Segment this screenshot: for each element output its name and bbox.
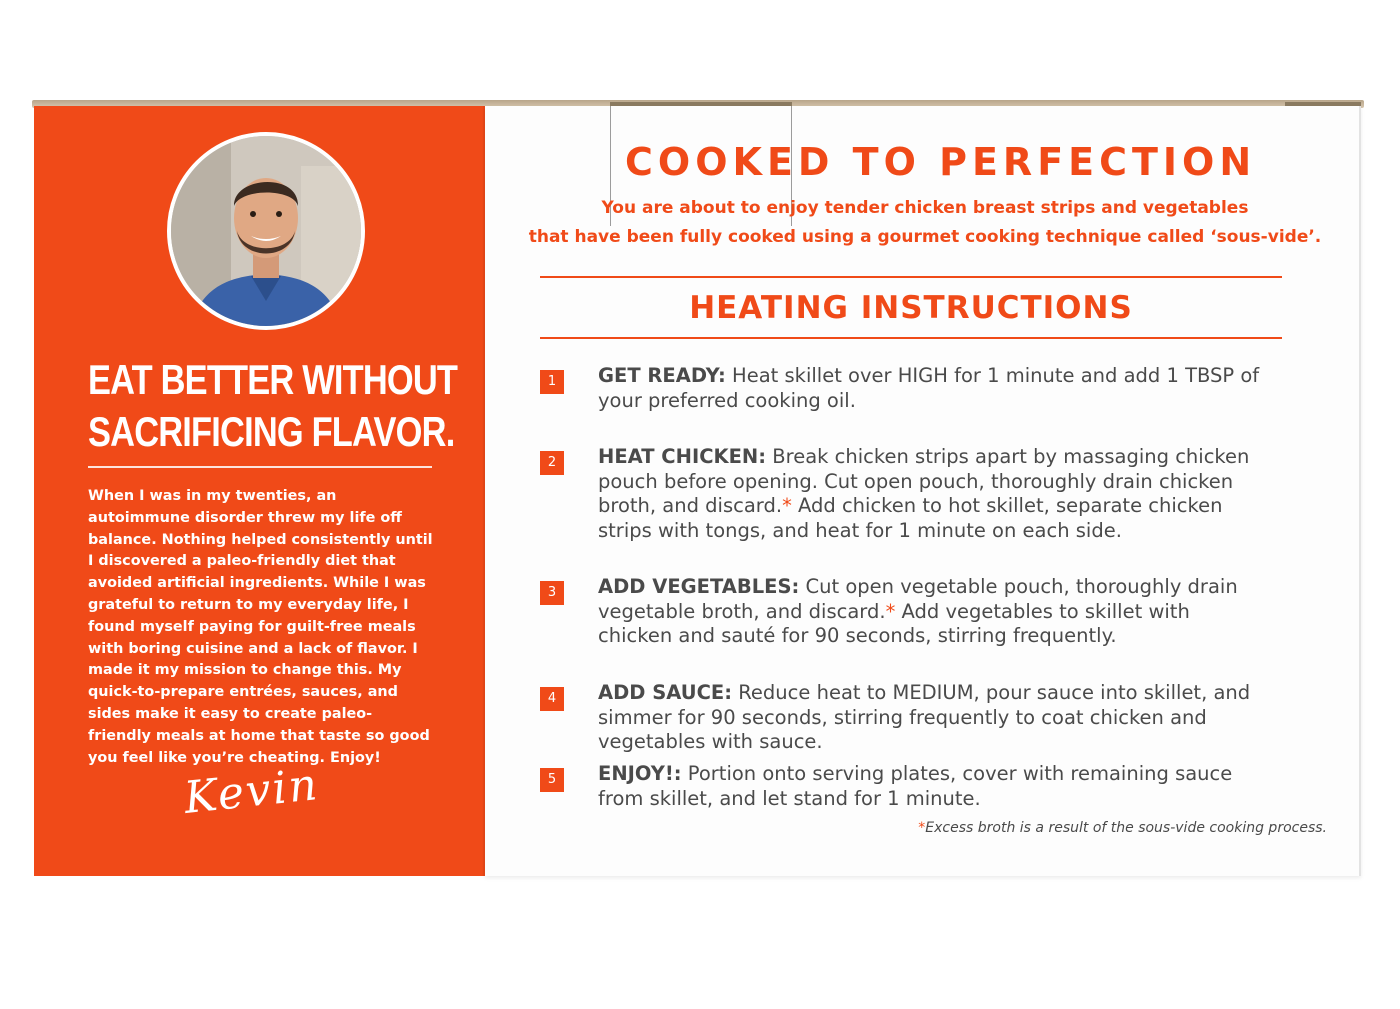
step-body: Cut open vegetable pouch, thoroughly drain vegetable broth, and discard. — [598, 575, 1238, 623]
step-2 — [540, 445, 1260, 555]
founder-avatar — [167, 132, 365, 330]
divider-bottom — [540, 337, 1282, 339]
step-3 — [540, 575, 1260, 655]
step-5 — [540, 762, 1260, 822]
founder-panel — [34, 106, 485, 876]
step-1 — [540, 364, 1260, 424]
headline-line-2: SACRIFICING FLAVOR. — [88, 408, 455, 455]
step-body: Break chicken strips apart by massaging chicken pouch before opening. Cut open pouch, thoroughly drain chicken broth, and discard. — [598, 445, 1250, 517]
divider-top — [540, 276, 1282, 278]
footnote-star: * — [782, 494, 792, 517]
step-text — [598, 575, 1270, 649]
instructions-panel — [485, 106, 1361, 876]
step-label: HEAT CHICKEN: — [598, 445, 767, 468]
step-number: 3 — [540, 581, 564, 605]
founder-signature: Kevin — [181, 759, 322, 824]
footnote-star: * — [885, 599, 896, 623]
step-body-continued: Add chicken to hot skillet, separate chicken strips with tongs, and heat for 1 minute on each side. — [598, 494, 1223, 542]
flap-cut — [1285, 102, 1361, 106]
step-label: GET READY: — [598, 364, 726, 387]
step-text — [598, 762, 1270, 811]
step-body: Reduce heat to MEDIUM, pour sauce into skillet, and simmer for 90 seconds, stirring frequently to coat chicken and vegetables with sauce. — [598, 681, 1251, 753]
headline-line-1: EAT BETTER WITHOUT — [88, 356, 458, 403]
step-number: 2 — [540, 451, 564, 475]
footnote-star: * — [918, 820, 926, 836]
step-4 — [540, 681, 1260, 753]
flap-cut — [610, 102, 792, 106]
step-label: ADD VEGETABLES: — [598, 575, 800, 598]
intro-text — [525, 194, 1325, 252]
intro-line-1: You are about to enjoy tender chicken breast strips and vegetables — [601, 198, 1249, 218]
headline-divider — [88, 466, 432, 468]
step-text — [598, 681, 1270, 755]
step-text — [598, 445, 1270, 543]
founder-photo — [171, 136, 361, 326]
step-number: 1 — [540, 370, 564, 394]
step-label: ADD SAUCE: — [598, 681, 733, 704]
section-title: HEATING INSTRUCTIONS — [689, 290, 1133, 326]
footnote — [918, 820, 1327, 836]
step-body: Portion onto serving plates, cover with remaining sauce from skillet, and let stand for 1 minute. — [598, 762, 1233, 810]
headline — [88, 354, 458, 458]
page-title: COOKED TO PERFECTION — [625, 140, 1257, 184]
step-number: 4 — [540, 687, 564, 711]
step-label: ENJOY!: — [598, 762, 682, 785]
step-number: 5 — [540, 768, 564, 792]
founder-story: When I was in my twenties, an autoimmune disorder threw my life off balance. Nothing helped consistently until I discovered a paleo-friendly diet that avoided artificial ingredients. While I was grateful to return to my everyday life, I found myself paying for guilt-free meals with boring cuisine and a lack of flavor. I made it my mission to change this. My quick-to-prepare entrées, sauces, and sides make it easy to create paleo-friendly meals at home that taste so good you feel like you’re cheating. Enjoy! — [88, 488, 433, 766]
step-body: Heat skillet over HIGH for 1 minute and add 1 TBSP of your preferred cooking oil. — [598, 364, 1260, 412]
intro-line-2: that have been fully cooked using a gourmet cooking technique called ‘sous-vide’. — [528, 227, 1322, 247]
package-box — [32, 100, 1364, 880]
step-text — [598, 364, 1270, 413]
footnote-text: Excess broth is a result of the sous-vide cooking process. — [925, 820, 1327, 836]
step-body-continued: Add vegetables to skillet with chicken and sauté for 90 seconds, stirring frequently. — [598, 599, 1190, 647]
